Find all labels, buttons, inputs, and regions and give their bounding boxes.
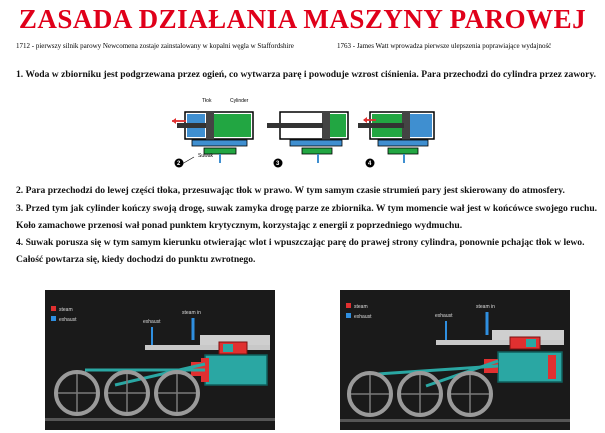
legend-exhaust: exhaust bbox=[354, 314, 372, 320]
step-label-4: 4 bbox=[368, 161, 372, 167]
cross-section-step-2 bbox=[172, 98, 253, 168]
cross-section-step-4 bbox=[358, 111, 434, 168]
exhaust-swatch bbox=[51, 316, 56, 321]
locomotive-animation-right bbox=[340, 290, 570, 430]
exhaust-swatch bbox=[346, 313, 351, 318]
paragraph-4: 4. Suwak porusza się w tym samym kierunku otwierając wlot i wpuszczając parę do prawej strony cylindra, ponownie pchając tłok w lewo. bbox=[16, 237, 585, 248]
note-watt: 1763 - James Watt wprowadza pierwsze ulepszenia poprawiające wydajność bbox=[337, 42, 552, 50]
label-valve: Suwak bbox=[198, 153, 214, 159]
paragraph-2: 2. Para przechodzi do lewej części tłoka, przesuwając tłok w prawo. W tym samym czasie strumień pary jest skierowany do atmosfery. bbox=[16, 185, 565, 196]
label-exhaust: exhaust bbox=[143, 319, 161, 325]
legend-steam: steam bbox=[354, 304, 368, 310]
paragraph-1: 1. Woda w zbiorniku jest podgrzewana przez ogień, co wytwarza parę i powoduje wzrost ciśnienia. Para przechodzi do cylindra przez zawory. bbox=[16, 69, 597, 80]
locomotive-animation-left bbox=[45, 290, 275, 430]
label-exhaust: exhaust bbox=[435, 313, 453, 319]
cross-section-step-3 bbox=[267, 111, 348, 168]
legend-steam: steam bbox=[59, 307, 73, 313]
step-label-3: 3 bbox=[276, 161, 280, 167]
paragraph-4-continued: Całość powtarza się, kiedy dochodzi do punktu zwrotnego. bbox=[16, 254, 256, 265]
steam-swatch bbox=[346, 303, 351, 308]
label-cylinder: Cylinder bbox=[230, 98, 249, 104]
label-steam-in: steam in bbox=[476, 304, 495, 310]
steam-cylinder-cross-sections bbox=[172, 93, 437, 172]
step-label-2: 2 bbox=[177, 161, 181, 167]
paragraph-3-continued: Koło zamachowe przenosi wał ponad punktem krytycznym, korzystając z energii z poprzedniego wydmuchu. bbox=[16, 220, 463, 231]
label-steam-in: steam in bbox=[182, 310, 201, 316]
label-piston: Tłok bbox=[202, 98, 212, 104]
paragraph-3: 3. Przed tym jak cylinder kończy swoją drogę, suwak zamyka drogę parze ze zbiornika. W tym momencie wał jest w końcówce swojego ruchu. bbox=[16, 203, 598, 214]
steam-swatch bbox=[51, 306, 56, 311]
legend-exhaust: exhaust bbox=[59, 317, 77, 323]
page-title: ZASADA DZIAŁANIA MASZYNY PAROWEJ bbox=[18, 4, 587, 34]
note-newcomen: 1712 - pierwszy silnik parowy Newcomena zostaje zainstalowany w kopalni węgla w Staffordshire bbox=[16, 42, 294, 50]
